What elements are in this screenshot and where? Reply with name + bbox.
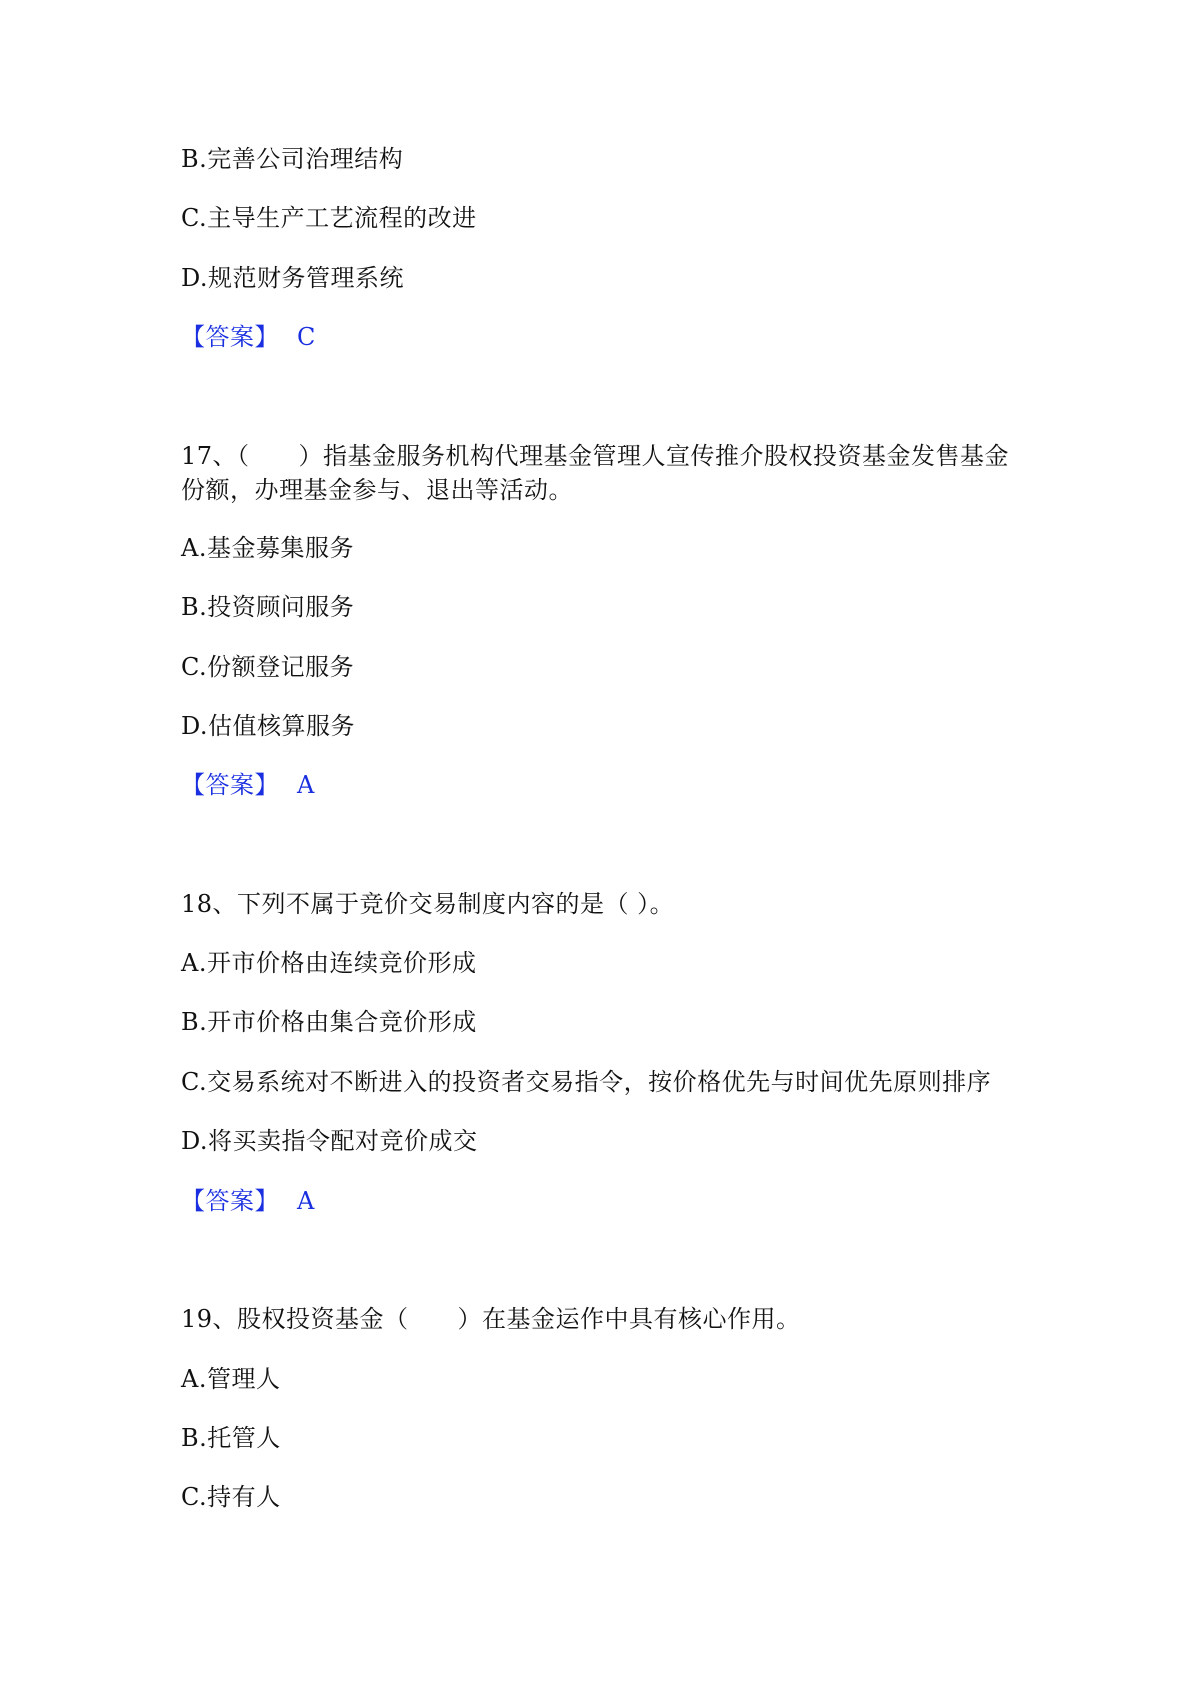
question-17-stem-line2: 份额，办理基金参与、退出等活动。 (181, 476, 573, 504)
question-17-option-c: C.份额登记服务 (181, 653, 355, 681)
question-18-option-c: C.交易系统对不断进入的投资者交易指令，按价格优先与时间优先原则排序 (181, 1068, 992, 1096)
question-19-option-c: C.持有人 (181, 1483, 281, 1511)
question-17-option-d: D.估值核算服务 (181, 712, 356, 740)
answer-label: 【答案】 (181, 323, 279, 351)
question-19-stem: 19、股权投资基金（ ）在基金运作中具有核心作用。 (181, 1305, 801, 1333)
question-18-stem: 18、下列不属于竞价交易制度内容的是（ ）。 (181, 890, 675, 918)
question-19-option-b: B.托管人 (181, 1424, 281, 1452)
option-b: B.完善公司治理结构 (181, 145, 404, 173)
question-17-answer (181, 769, 315, 801)
question-18-option-d: D.将买卖指令配对竞价成交 (181, 1127, 478, 1155)
question-17-stem-line1: 17、（ ）指基金服务机构代理基金管理人宣传推介股权投资基金发售基金 (181, 442, 1010, 470)
answer-label: 【答案】 (181, 771, 279, 799)
question-18-answer (181, 1185, 315, 1217)
answer-value: A (297, 1187, 315, 1215)
question-19-option-a: A.管理人 (181, 1365, 281, 1393)
question-17-option-a: A.基金募集服务 (181, 534, 354, 562)
answer-line (181, 321, 316, 353)
question-18-option-b: B.开市价格由集合竞价形成 (181, 1008, 477, 1036)
answer-value: C (297, 323, 316, 351)
question-17-option-b: B.投资顾问服务 (181, 593, 355, 621)
option-c: C.主导生产工艺流程的改进 (181, 204, 477, 232)
question-18-option-a: A.开市价格由连续竞价形成 (181, 949, 477, 977)
answer-label: 【答案】 (181, 1187, 279, 1215)
answer-value: A (297, 771, 315, 799)
option-d: D.规范财务管理系统 (181, 264, 405, 292)
